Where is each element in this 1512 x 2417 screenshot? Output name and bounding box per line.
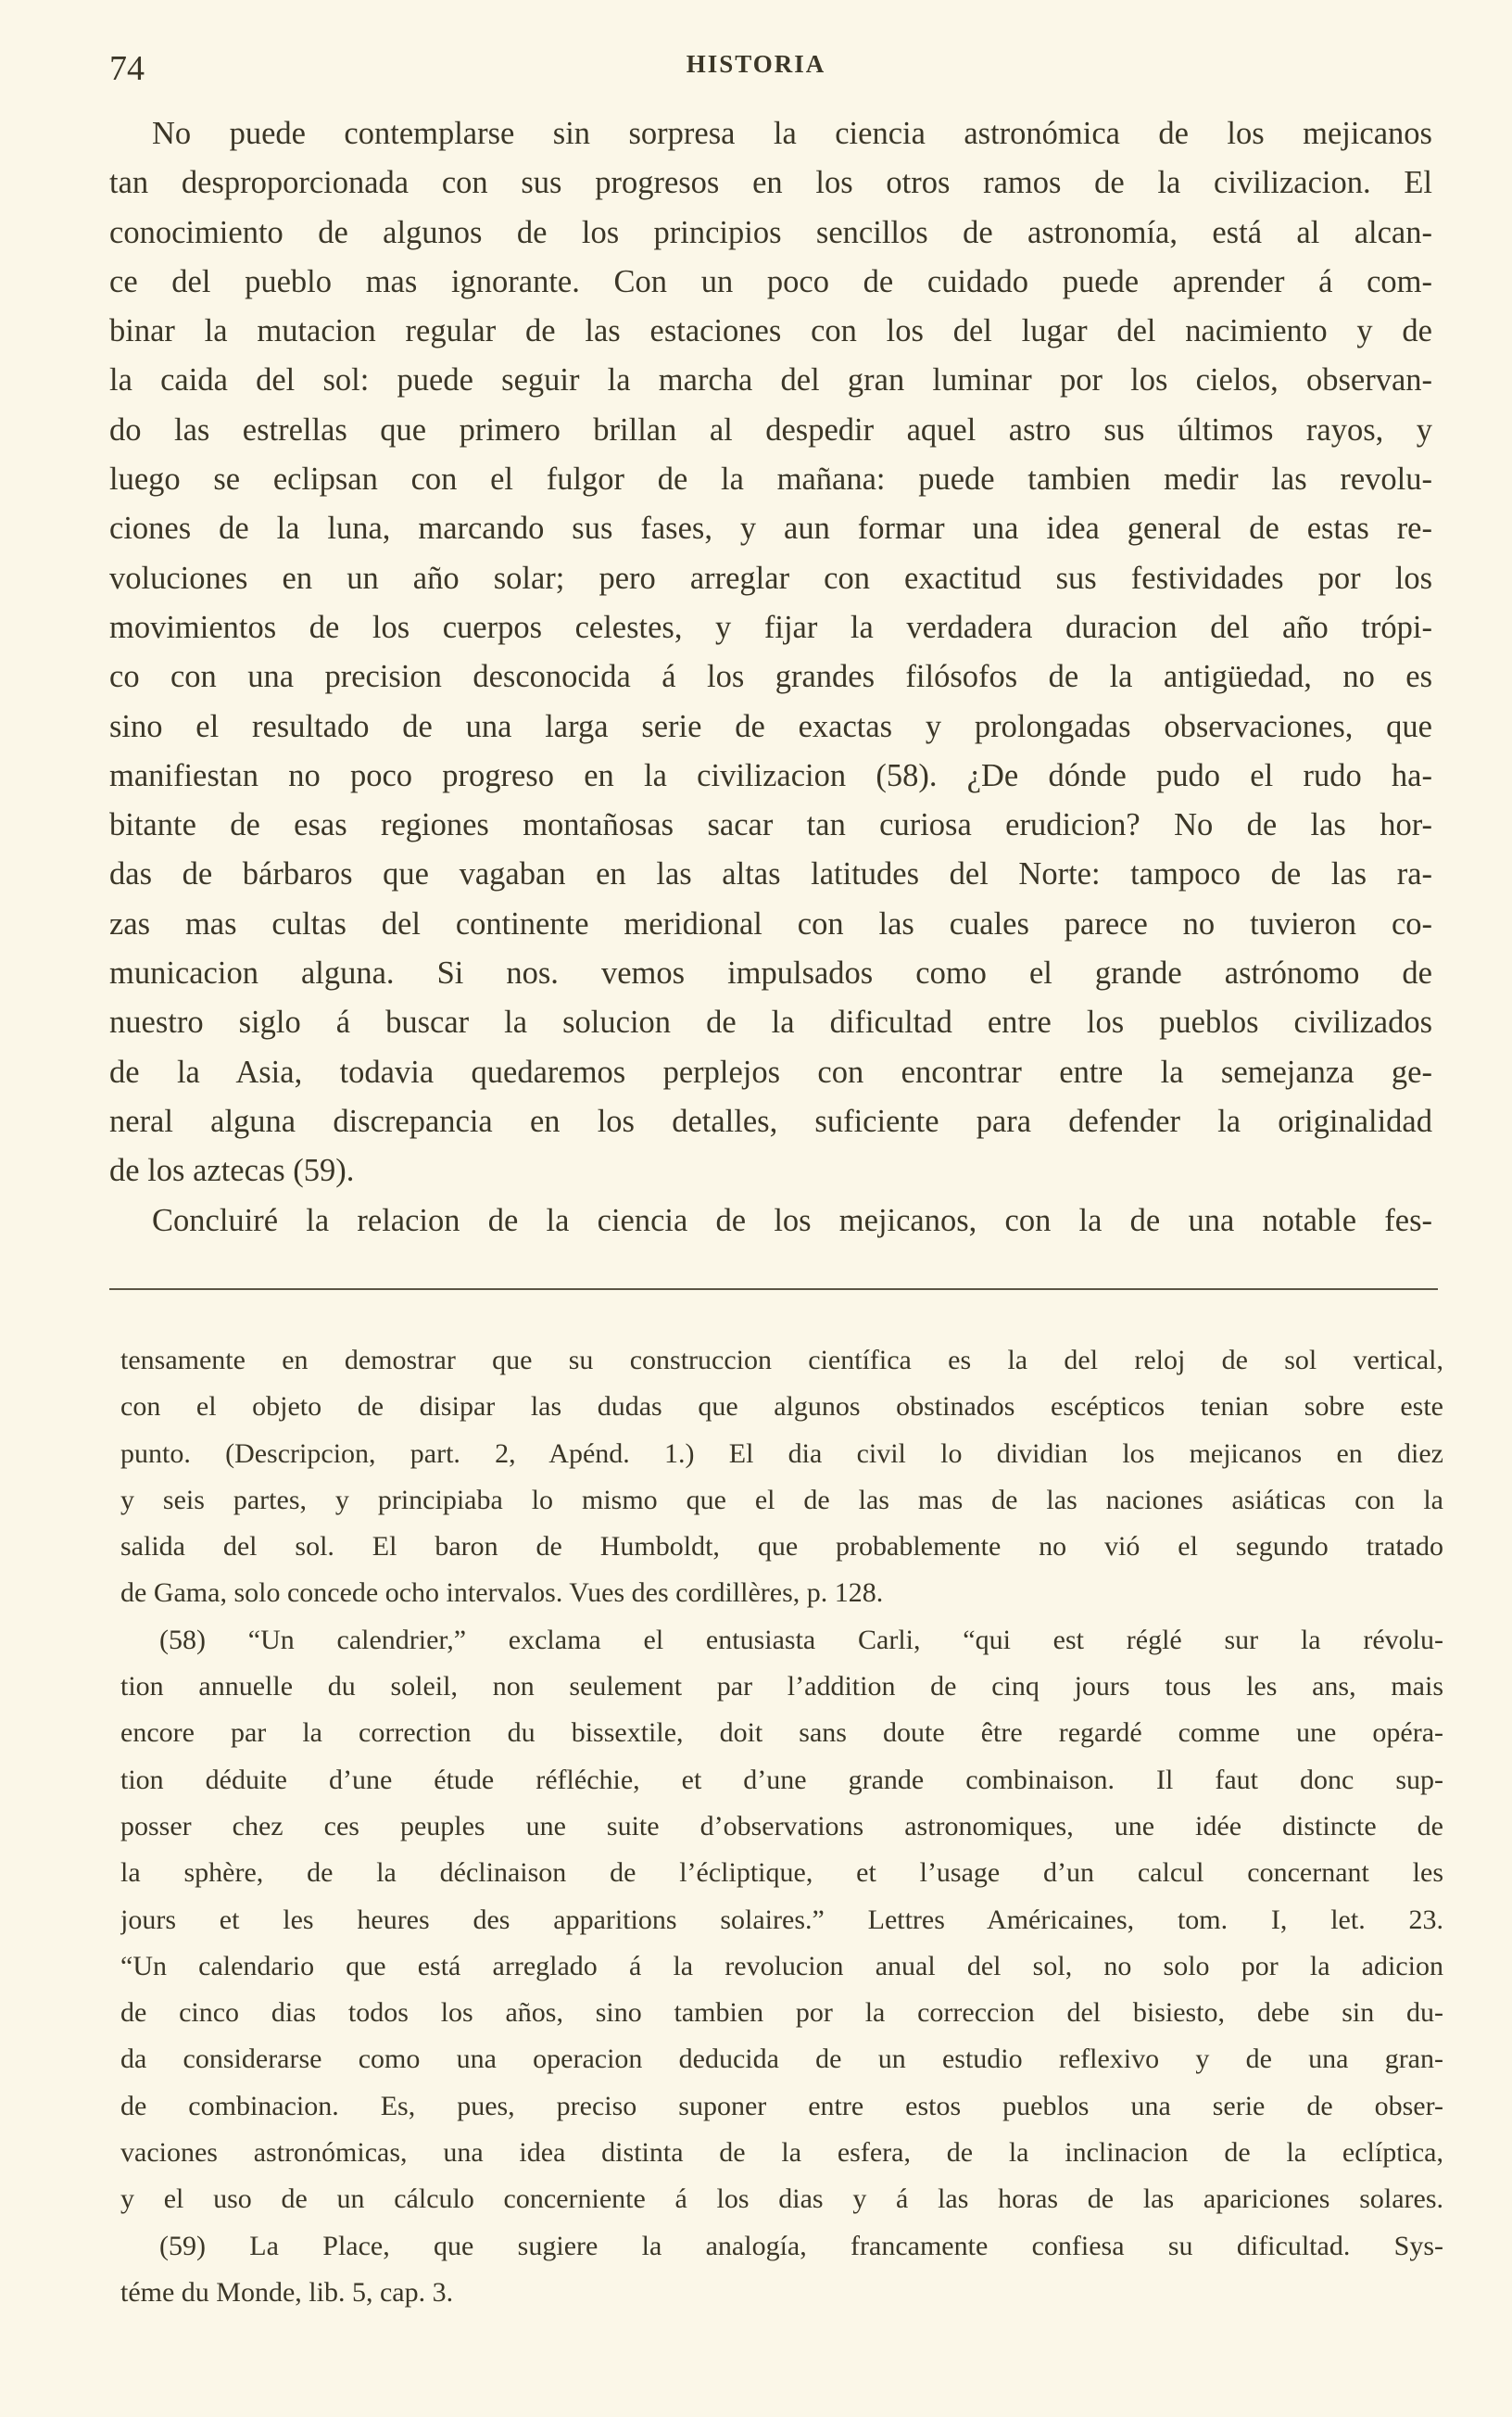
text-line: municacion alguna. Si nos. vemos impulsados como el grande astrónomo de bbox=[109, 955, 1432, 992]
text-line: binar la mutacion regular de las estaciones con los del lugar del nacimiento y de bbox=[109, 313, 1432, 349]
footnote-line: encore par la correction du bissextile, doit sans doute être regardé comme une opéra- bbox=[120, 1717, 1443, 1749]
running-title: HISTORIA bbox=[686, 50, 826, 78]
footnote-line: salida del sol. El baron de Humboldt, que probablemente no vió el segundo tratado bbox=[120, 1531, 1443, 1563]
text-line: movimientos de los cuerpos celestes, y fijar la verdadera duracion del año trópi- bbox=[109, 609, 1432, 645]
text-line: zas mas cultas del continente meridional con las cuales parece no tuvieron co- bbox=[109, 905, 1432, 942]
text-line: voluciones en un año solar; pero arreglar con exactitud sus festividades por los bbox=[109, 560, 1432, 596]
text-line: neral alguna discrepancia en los detalles, suficiente para defender la originalidad bbox=[109, 1103, 1432, 1139]
footnote-line: la sphère, de la déclinaison de l’écliptique, et l’usage d’un calcul concernant les bbox=[120, 1857, 1443, 1889]
text-line: das de bárbaros que vagaban en las altas latitudes del Norte: tampoco de las ra- bbox=[109, 856, 1432, 892]
text-line: do las estrellas que primero brillan al despedir aquel astro sus últimos rayos, y bbox=[109, 411, 1432, 448]
footnote-line: (59) La Place, que sugiere la analogía, francamente confiesa su dificultad. Sys- bbox=[159, 2230, 1443, 2261]
text-line: bitante de esas regiones montañosas sacar tan curiosa erudicion? No de las hor- bbox=[109, 807, 1432, 843]
footnote-line: y el uso de un cálculo concerniente á los dias y á las horas de las apariciones solares. bbox=[120, 2183, 1443, 2215]
footnote-line: (58) “Un calendrier,” exclama el entusiasta Carli, “qui est réglé sur la révolu- bbox=[159, 1624, 1443, 1655]
footnote-divider bbox=[109, 1288, 1438, 1290]
text-line: la caida del sol: puede seguir la marcha del gran luminar por los cielos, observan- bbox=[109, 362, 1432, 399]
main-text bbox=[109, 109, 1432, 1246]
footnote-line: tion déduite d’une étude réfléchie, et d’une grande combinaison. Il faut donc sup- bbox=[120, 1764, 1443, 1795]
text-line: nuestro siglo á buscar la solucion de la dificultad entre los pueblos civilizados bbox=[109, 1005, 1432, 1041]
footnote-line: y seis partes, y principiaba lo mismo que el de las mas de las naciones asiáticas con la bbox=[120, 1484, 1443, 1515]
footnote-line: posser chez ces peuples une suite d’observations astronomiques, une idée distincte de bbox=[120, 1810, 1443, 1841]
text-line: de los aztecas (59). bbox=[109, 1153, 355, 1189]
text-line: No puede contemplarse sin sorpresa la ciencia astronómica de los mejicanos bbox=[152, 116, 1432, 151]
footnote-line: de combinacion. Es, pues, preciso suponer entre estos pueblos una serie de obser- bbox=[120, 2090, 1443, 2121]
footnote-line: de cinco dias todos los años, sino tambien por la correccion del bisiesto, debe sin du- bbox=[120, 1997, 1443, 2029]
text-line: tan desproporcionada con sus progresos en los otros ramos de la civilizacion. El bbox=[109, 165, 1432, 201]
text-line: sino el resultado de una larga serie de exactas y prolongadas observaciones, que bbox=[109, 708, 1432, 744]
text-line: manifiestan no poco progreso en la civilizacion (58). ¿De dónde pudo el rudo ha- bbox=[109, 757, 1432, 793]
text-line: co con una precision desconocida á los grandes filósofos de la antigüedad, no es bbox=[109, 659, 1432, 695]
footnote-line: téme du Monde, lib. 5, cap. 3. bbox=[120, 2276, 454, 2308]
footnote-line: tion annuelle du soleil, non seulement par l’addition de cinq jours tous les ans, mais bbox=[120, 1671, 1443, 1702]
text-line: luego se eclipsan con el fulgor de la mañana: puede tambien medir las revolu- bbox=[109, 462, 1432, 498]
footnote-line: punto. (Descripcion, part. 2, Apénd. 1.) El dia civil lo dividian los mejicanos en diez bbox=[120, 1437, 1443, 1469]
footnote-line: jours et les heures des apparitions solaires.” Lettres Américaines, tom. I, let. 23. bbox=[120, 1904, 1443, 1935]
text-line: Concluiré la relacion de la ciencia de los mejicanos, con la de una notable fes- bbox=[152, 1202, 1432, 1238]
footnote-line: “Un calendario que está arreglado á la revolucion anual del sol, no solo por la adicion bbox=[120, 1950, 1443, 1981]
footnotes bbox=[120, 1337, 1443, 2316]
footnote-line: de Gama, solo concede ocho intervalos. Vues des cordillères, p. 128. bbox=[120, 1577, 884, 1609]
text-line: de la Asia, todavia quedaremos perplejos con encontrar entre la semejanza ge- bbox=[109, 1054, 1432, 1090]
footnote-line: tensamente en demostrar que su construccion científica es la del reloj de sol vertical, bbox=[120, 1345, 1443, 1375]
text-line: conocimiento de algunos de los principios sencillos de astronomía, está al alcan- bbox=[109, 214, 1432, 250]
text-line: ce del pueblo mas ignorante. Con un poco de cuidado puede aprender á com- bbox=[109, 263, 1432, 299]
footnote-line: da considerarse como una operacion deducida de un estudio reflexivo y de una gran- bbox=[120, 2044, 1443, 2075]
footnote-line: vaciones astronómicas, una idea distinta de la esfera, de la inclinacion de la eclíptica, bbox=[120, 2137, 1443, 2169]
text-line: ciones de la luna, marcando sus fases, y aun formar una idea general de estas re- bbox=[109, 511, 1432, 547]
page-number: 74 bbox=[109, 49, 145, 88]
footnote-line: con el objeto de disipar las dudas que algunos obstinados escépticos tenian sobre este bbox=[120, 1391, 1443, 1423]
